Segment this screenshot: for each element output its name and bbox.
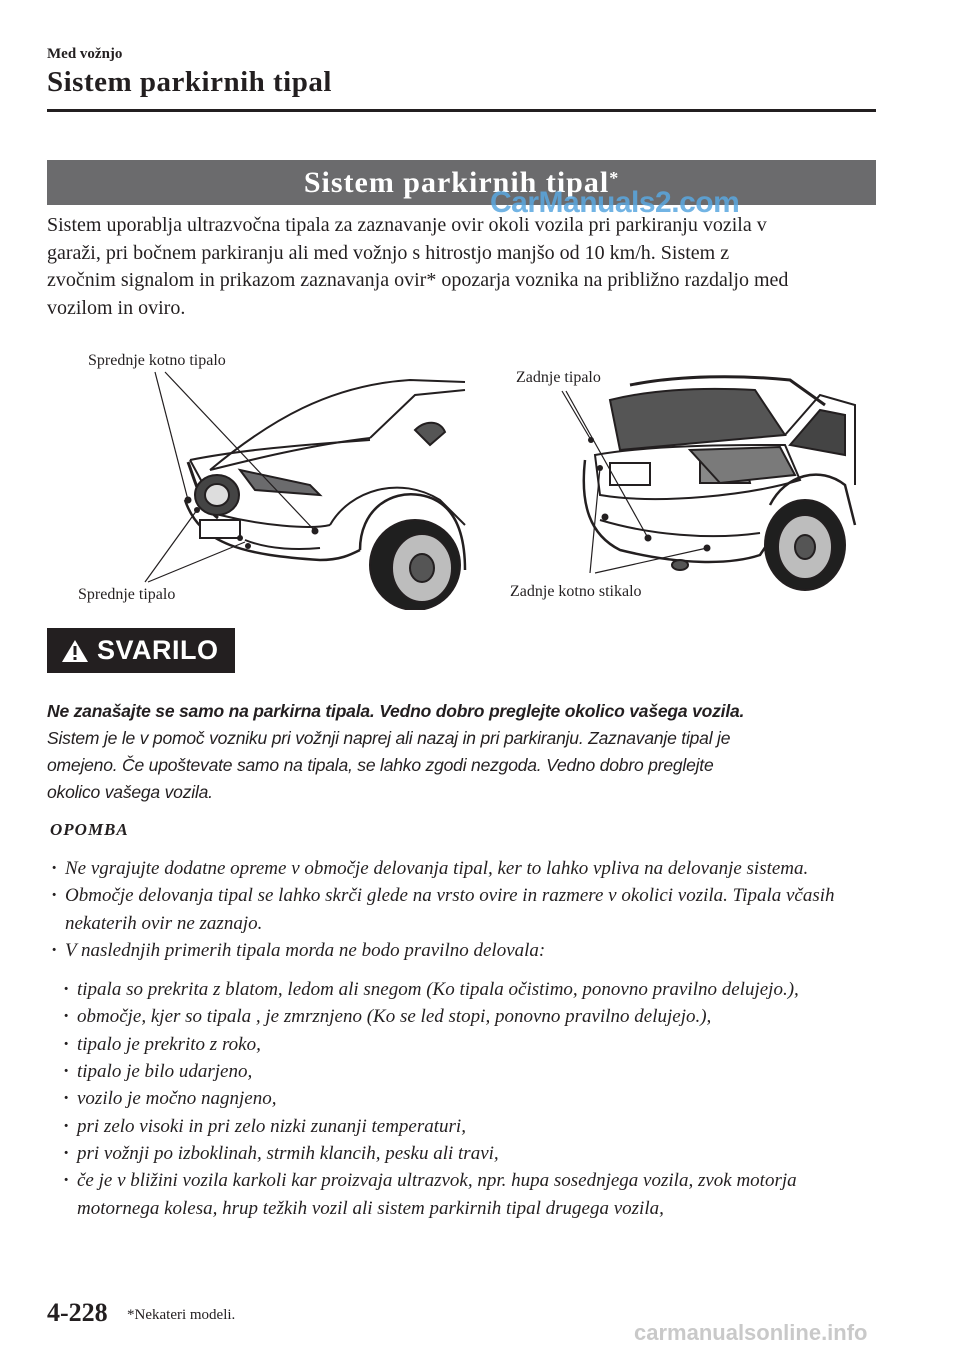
sub-item-text: pri vožnji po izboklinah, strmih klancih, pesku ali travi, xyxy=(77,1142,499,1164)
sub-item-text: tipala so prekrita z blatom, ledom ali snegom (Ko tipala očistimo, ponovno pravilno delujejo.), xyxy=(77,979,799,1001)
section-label: Med vožnjo xyxy=(47,46,123,62)
list-item xyxy=(59,1113,877,1140)
bullet: · xyxy=(63,1142,70,1164)
bullet: · xyxy=(63,1061,70,1083)
sub-item-text: če je v bližini vozila karkoli kar proizvaja ultrazvok, npr. hupa sosednjega vozila, zvok motorja motornega kolesa, hrup težkih vozil ali sistem parkirnih tipal drugega vozila, xyxy=(77,1170,797,1219)
intro-line: zvočnim signalom in prikazom zaznavanja ovir* opozarja voznika na približno razdaljo med xyxy=(47,269,789,291)
rear-corner-sensor-dot xyxy=(602,514,609,521)
sub-item-text: tipalo je bilo udarjeno, xyxy=(77,1061,253,1083)
title-rule xyxy=(47,109,876,112)
list-item xyxy=(59,1003,877,1030)
page-number: 4-228 xyxy=(47,1298,108,1327)
page-title: Sistem parkirnih tipal xyxy=(47,66,332,98)
warning-triangle-icon xyxy=(61,638,89,664)
note-item-text: V naslednjih primerih tipala morda ne bodo pravilno delovala: xyxy=(65,939,546,961)
intro-line: Sistem uporablja ultrazvočna tipala za zaznavanje ovir okoli vozila pri parkiranju vozila v xyxy=(47,214,767,236)
bullet: · xyxy=(63,1033,70,1055)
note-item-text: Območje delovanja tipal se lahko skrči glede na vrsto ovire in razmere v okolici vozila. Tipala včasih nekaterih ovir ne zaznajo. xyxy=(65,885,835,934)
front-sensor-dot xyxy=(237,535,243,541)
bullet: · xyxy=(51,885,58,907)
list-item xyxy=(47,937,877,964)
note-heading: OPOMBA xyxy=(50,820,129,839)
banner-title: Sistem parkirnih tipal xyxy=(303,165,610,199)
rear-sensor-label: Zadnje tipalo xyxy=(516,369,601,386)
banner-asterisk: * xyxy=(609,168,620,188)
front-sensor-dot xyxy=(245,543,251,549)
front-sensor-label: Sprednje tipalo xyxy=(78,586,176,603)
rear-car-illustration xyxy=(500,365,860,595)
list-item xyxy=(47,855,877,882)
section-banner xyxy=(47,160,876,205)
bullet: · xyxy=(63,979,70,1001)
sub-item-text: območje, kjer so tipala , je zmrznjeno (Ko se led stopi, ponovno pravilno delujejo.), xyxy=(77,1006,712,1028)
bullet: · xyxy=(63,1088,70,1110)
bullet: · xyxy=(51,858,58,879)
list-item xyxy=(59,1058,877,1085)
intro-line: garaži, pri bočnem parkiranju ali med vožnjo s hitrostjo manjšo od 10 km/h. Sistem z xyxy=(47,241,730,264)
sub-item-text: pri zelo visoki in pri zelo nizki zunanji temperaturi, xyxy=(77,1115,466,1137)
warning-line: omejeno. Če upoštevate samo na tipala, se lahko zgodi nezgoda. Vedno dobro preglejte xyxy=(47,755,714,775)
warning-line: Sistem je le v pomoč vozniku pri vožnji naprej ali nazaj in pri parkiranju. Zaznavanje tipal je xyxy=(47,728,731,748)
list-item xyxy=(59,1167,877,1222)
watermark-logo: CarManuals2.com xyxy=(490,186,740,219)
list-item xyxy=(59,1140,877,1167)
sub-item-text: vozilo je močno nagnjeno, xyxy=(77,1088,277,1110)
bullet: · xyxy=(51,939,58,961)
note-item-text: Ne vgrajujte dodatne opreme v območje delovanja tipal, ker to lahko vpliva na delovanje sistema. xyxy=(65,858,809,879)
list-item xyxy=(59,1085,877,1112)
list-item xyxy=(59,976,877,1003)
rear-corner-sensor-label: Zadnje kotno stikalo xyxy=(510,583,642,600)
warning-badge xyxy=(47,628,235,673)
bullet: · xyxy=(63,1115,70,1137)
warning-label: SVARILO xyxy=(97,635,219,665)
front-car-illustration xyxy=(70,350,470,610)
footnote: *Nekateri modeli. xyxy=(127,1307,236,1323)
note-list xyxy=(47,855,877,1222)
list-item xyxy=(59,1031,877,1058)
list-item xyxy=(47,882,877,937)
sub-item-text: tipalo je prekrito z roko, xyxy=(77,1033,261,1055)
site-watermark: carmanualsonline.info xyxy=(634,1320,868,1345)
bullet: · xyxy=(63,1170,70,1192)
front-corner-sensor-label: Sprednje kotno tipalo xyxy=(88,352,226,369)
warning-text xyxy=(47,698,867,806)
intro-paragraph xyxy=(47,212,887,322)
warning-line: okolico vašega vozila. xyxy=(47,782,213,802)
bullet: · xyxy=(63,1006,70,1028)
warning-lead: Ne zanašajte se samo na parkirna tipala. Vedno dobro preglejte okolico vašega vozila. xyxy=(47,701,745,721)
intro-line: vozilom in oviro. xyxy=(47,296,186,319)
